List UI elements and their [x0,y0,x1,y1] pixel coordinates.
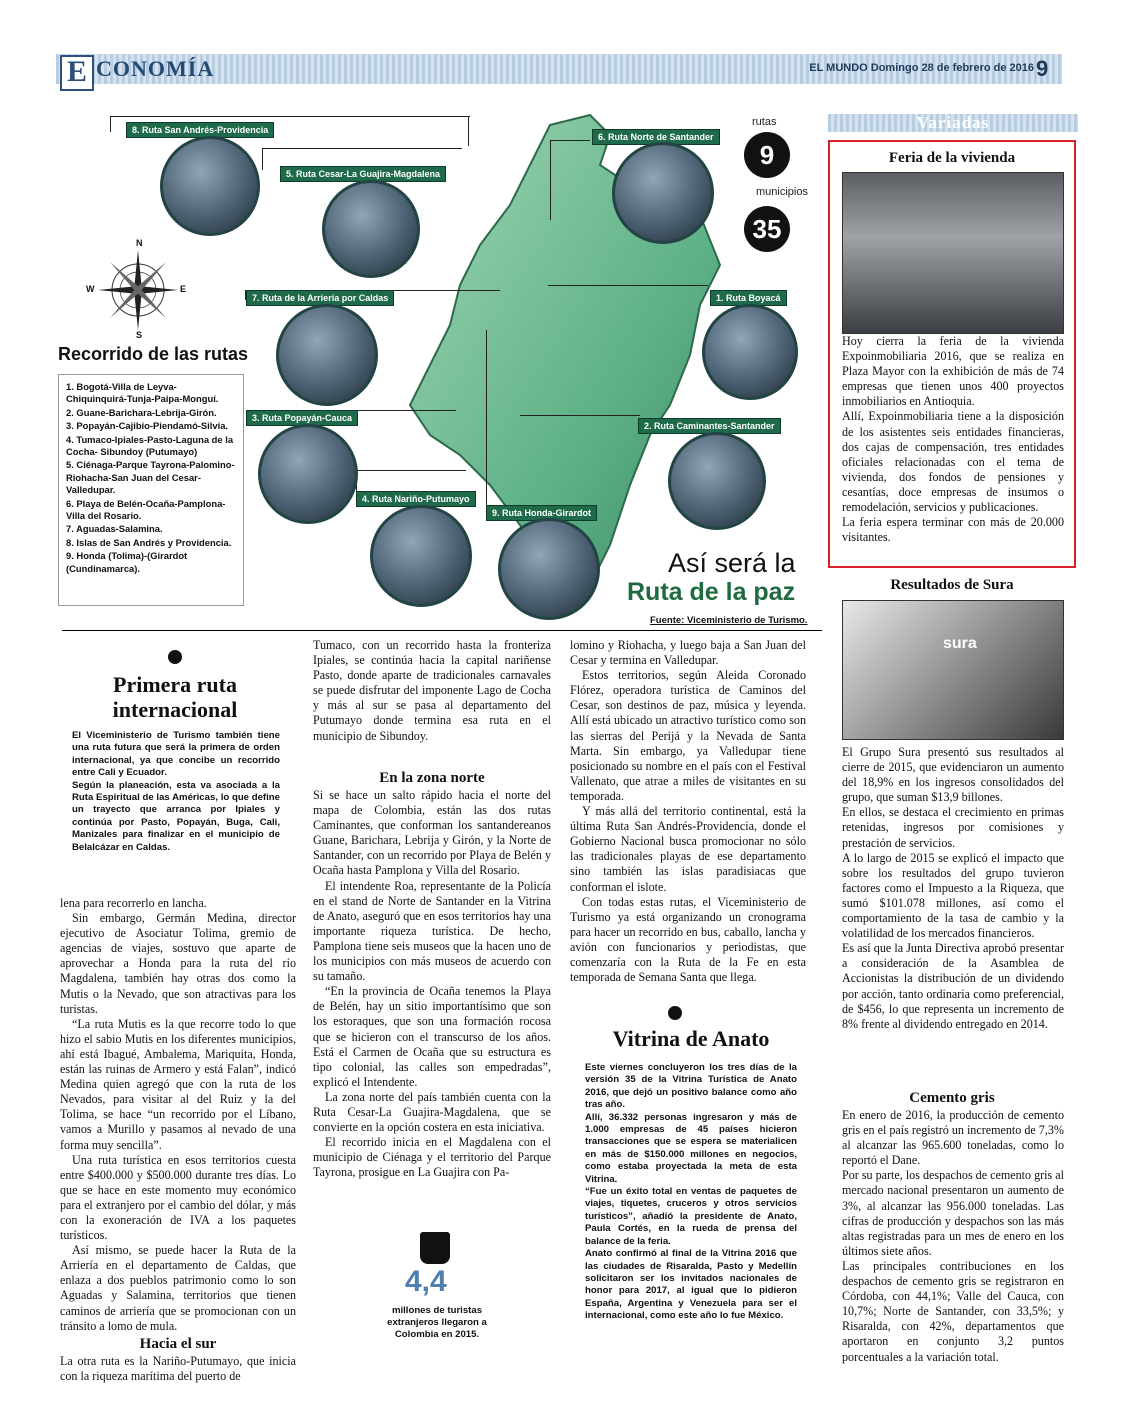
paragraph: “Fue un éxito total en ventas de paquetes de viajes, tiquetes, cruceros y otros servicios turísticos”, añadió la presidente de Anato, Paula Cortés, en la rueda de prensa del balance de la feria. [585,1186,797,1247]
paragraph: Las principales contribuciones en los despachos de cemento gris se registraron en Córdoba, con 44,1%; Valle del Cauca, con 10,7%; Norte de Santander, con 33,5%; y Risaralda, con 42%, departamentos que aportaron en conjunto 3,2 puntos porcentuales a la variación total. [842,1258,1064,1364]
infographic-title-line2: Ruta de la paz [627,578,796,606]
subhead-sur: Hacia el sur [139,1336,217,1352]
route-label-1: 1. Ruta Boyacá [710,290,787,306]
paragraph: lena para recorrerlo en lancha. [60,896,207,910]
paragraph: Sin embargo, Germán Medina, director ejecutivo de Asociatur Tolima, gremio de agencias de viajes, sostuvo que aparte de aprovechar a Honda para la ruta del río Magdalena, también hay otras dos como la Mutis o la Nevado, que son atractivas para los turistas. [60,911,296,1016]
feria-title: Feria de la vivienda [888,150,1016,166]
municipios-count: 35 [744,206,790,252]
paragraph: En enero de 2016, la producción de cemento gris en el país registró un incremento de 7,3% al alcanzar las 965.600 toneladas, como lo reportó el Dane. [842,1108,1064,1168]
headline-line: internacional [112,697,238,722]
sura-photo [842,600,1064,740]
paragraph: “En la provincia de Ocaña tenemos la Playa de Belén, hay un sitio importantísimo que son los estoraques, que son una formación rocosa que se hicieron con el transcurso de los años. Está el Carmen de Ocaña que su estructura es tipo colonial, las calles son empedradas”, explicó el Intendente. [313,984,551,1089]
sur-text [60,1354,296,1384]
paragraph: A lo largo de 2015 se explicó el impacto que sobre los resultados del grupo tuvieron factores como el Impuesto a la Riqueza, que sumó $101.078 millones, así como el comportamiento de la tasa de cambio y la volatilidad de los mercados financieros. [842,850,1064,941]
route-photo-3 [258,424,358,524]
legend-item: 1. Bogotá-Villa de Leyva-Chiquinquirá-Tunja-Paipa-Monguí. [66,381,219,405]
section-initial: E [60,55,94,91]
legend-item: 8. Islas de San Andrés y Providencia. [66,536,232,548]
route-photo-7 [276,304,378,406]
vitrina-body [585,1062,797,1323]
route-label-5: 5. Ruta Cesar-La Guajira-Magdalena [280,166,446,182]
compass-rose-icon [90,242,186,338]
headline-primera [62,672,288,722]
column-3-body [570,638,806,985]
recorrido-title: Recorrido de las rutas [58,344,249,364]
feria-photo [842,172,1064,334]
route-label-9: 9. Ruta Honda-Girardot [486,505,597,521]
route-label-8: 8. Ruta San Andrés-Providencia [126,122,274,138]
route-photo-9 [498,518,600,620]
paragraph: La zona norte del país también cuenta con la Ruta Cesar-La Guajira-Magdalena, que se convierte en la opción costera en esta iniciativa. [313,1089,551,1135]
municipios-label: municipios [756,186,808,198]
route-photo-6 [612,142,714,244]
paragraph: Anato confirmó al final de la Vitrina 2016 que las ciudades de Risaralda, Pasto y Medellín solicitaron ser los invitados nacionales de honor para 2017, al igual que lo pidieron España, Argentina y Venezuela para ser el internacional, como este año lo fue México. [585,1248,797,1322]
route-photo-5 [322,180,420,278]
bullet-icon [668,1006,682,1020]
compass-s: S [136,330,143,340]
legend-item: 2. Guane-Barichara-Lebrija-Girón. [66,406,217,418]
paragraph: Una ruta turística en esos territorios cuesta entre $400.000 y $500.000 durante tres días. Lo que se hace en este momento muy económico para el extranjero por el cambio del dólar, y más con la exoneración de IVA a los paquetes turísticos. [60,1152,296,1243]
paragraph: El intendente Roa, representante de la Policía en el stand de Norte de Santander en la Vitrina de Anato, aseguró que en esos territorios hay una importante riqueza turística. De hecho, Pamplona tiene seis museos que la hacen uno de los municipios con más museos de acuerdo con su tamaño. [313,878,551,984]
paragraph: Con todas estas rutas, el Viceministerio de Turismo ya está organizando un cronograma para hacer un recorrido en bus, caballo, lancha y avión con funcionarios y periodistas, que comenzaría con la Ruta de la Fe en esta temporada de Semana Santa que llega. [570,894,806,985]
legend-item: 6. Playa de Belén-Ocaña-Pamplona-Villa del Rosario. [66,497,226,522]
route-photo-8 [160,136,260,236]
headline-vitrina: Vitrina de Anato [612,1026,770,1051]
divider [62,630,822,631]
route-photo-1 [702,304,798,400]
cemento-title: Cemento gris [909,1090,995,1106]
paragraph: Por su parte, los despachos de cemento gris al mercado nacional presentaron un aumento de 3%, al alcanzar las 956.000 toneladas. Las cifras de producción y despachos son las más altas registradas para un mes de enero en los últimos siete años. [842,1168,1064,1258]
paragraph: Es así que la Junta Directiva aprobó presentar a consideración de la Asamblea de Accionistas la distribución de un dividendo por acción, tanto ordinaria como preferencial, de $456, lo que representa un incremento de 8% frente al dividendo entregado en 2014. [842,941,1064,1031]
compass-w: W [86,284,95,294]
paragraph: Este viernes concluyeron los tres días de la versión 35 de la Vitrina Turística de Anato 2016, que dejó un positivo balance como año tras año. [585,1062,797,1111]
route-label-2: 2. Ruta Caminantes-Santander [638,418,781,434]
bullet-icon [168,650,182,664]
legend-item: 9. Honda (Tolima)-(Girardot (Cundinamarca). [66,550,188,574]
legend-item: 7. Aguadas-Salamina. [66,523,163,535]
route-label-4: 4. Ruta Nariño-Putumayo [356,491,476,507]
route-photo-4 [370,505,472,607]
binder-clip-icon [420,1232,450,1264]
rutas-label: rutas [752,116,777,128]
variadas-header: Variadas [828,114,1078,132]
section-name: CONOMÍA [96,56,215,81]
feria-body [842,334,1064,545]
paragraph: “La ruta Mutis es la que recorre todo lo que hizo el sabio Mutis en los diferentes municipios, ahí está Ibagué, Ambalema, Mariquita, Honda, están las ruinas de Armero y está Falan”, indicó Medina quien agregó que con la ruta de los Nevados, para visitar al del Ruiz y la del Tolima, se hace “un recorrido por el Líbano, vamos a Murillo y pasamos al nevado de una forma muy sencilla”. [60,1016,296,1152]
paragraph: El recorrido inicia en el Magdalena con el municipio de Ciénaga y el territorio del Parque Tayrona, prosigue en La Guajira con Pa- [313,1135,551,1180]
legend-item: 4. Tumaco-Ipiales-Pasto-Laguna de la Cocha- Sibundoy (Putumayo) [66,433,234,458]
paragraph: El Grupo Sura presentó sus resultados al cierre de 2015, que evidenciaron un aumento del 18,9% en los ingresos consolidados del grupo, que suman $13,9 billones. [842,745,1064,805]
paragraph: Allí, 36.332 personas ingresaron y más de 1.000 empresas de 45 países hicieron transacciones que se espera se materialicen en más de $150.000 millones en negocios, como estaba proyectada la meta de esta Vitrina. [585,1111,797,1185]
route-label-3: 3. Ruta Popayán-Cauca [246,410,358,426]
column-2-top [313,638,551,744]
rutas-count: 9 [744,132,790,178]
paragraph: Si se hace un salto rápido hacia el norte del mapa de Colombia, están las dos rutas Caminantes, que conforman los santandereanos Guane, Barichara, Lebrija y Girón, y la Norte de Santander, con un recorrido por Playa de Belén y Ocaña hasta Pamplona y Villa del Rosario. [313,788,551,878]
paragraph: Así mismo, se puede hacer la Ruta de la Arriería en el departamento de Caldas, que enlaza a dos pueblos patrimonio como lo son Aguadas y Salamina, territorios que tienen caminos de arriería que se promocionan con un tránsito a lomo de mula. [60,1243,296,1333]
sura-title: Resultados de Sura [890,577,1014,593]
lead-paragraph: Según la planeación, esta va asociada a la Ruta Espiritual de las Américas, lo que define un trayecto que arranca por Ipiales y continúa por Pasto, Popayán, Buga, Cali, Manizales para finalizar en el municipio de Belalcázar en Caldas. [72,779,280,853]
paragraph: Allí, Expoinmobiliaria tiene a la disposición de los asistentes seis entidades financieras, dos cajas de compensación, tres entidades oficiales relacionadas con el tema de vivienda, dos fondos de pensiones y cesantías, doce empresas de insumos o remodelación, servicios y publicaciones. [842,409,1064,515]
paragraph: Y más allá del territorio continental, está la última Ruta San Andrés-Providencia, donde el Gobierno Nacional busca promocionar no sólo las tradicionales playas de ese departamento sino también las islas paradisiacas que conforman el islote. [570,804,806,894]
column-2-body [313,788,551,1180]
paragraph: Hoy cierra la feria de la vivienda Expoinmobiliaria 2016, que se realiza en Plaza Mayor con la exhibición de más de 74 empresas que tienen unos 400 proyectos inmobiliarios en Antioquia. [842,334,1064,409]
paragraph: Estos territorios, según Aleida Coronado Flórez, operadora turística de Caminos del Cesar, son destinos de paz, música y leyenda. Allí está ubicado un atractivo turístico como son las sierras del Perijá y la Nevada de Santa Marta. Sin embargo, ya Valledupar tiene posicionado su nombre en el país con el Festival Vallenato, que atrae a miles de visitantes en su temporada. [570,668,806,803]
legend-item: 5. Ciénaga-Parque Tayrona-Palomino-Riohacha-San Juan del Cesar-Valledupar. [66,459,235,496]
lead-paragraph: El Viceministerio de Turismo también tiene una ruta futura que será la primera de orden internacional, ya que concibe un recorrido entre Cali y Ecuador. [72,730,280,779]
stat-value: 4,4 [405,1265,447,1298]
column-1-body [60,896,296,1334]
route-legend [58,374,244,606]
cemento-body [842,1108,1064,1365]
sura-body [842,745,1064,1032]
subhead-norte: En la zona norte [379,770,485,786]
paragraph: lomino y Riohacha, y luego baja a San Juan del Cesar y termina en Valledupar. [570,638,806,668]
paragraph: La feria espera terminar con más de 20.000 visitantes. [842,515,1064,545]
issue-line: EL MUNDO Domingo 28 de febrero de 2016 [809,62,1034,74]
paragraph: Tumaco, con un recorrido hasta la fronteriza Ipiales, se continúa hacia la capital nariñense Pasto, donde aparte de tradicionales carnavales se puede disfrutar del imponente Lago de Cocha y más al sur se pasa al departamento del Putumayo donde termina esa ruta en el municipio de Sibundoy. [313,638,551,743]
paragraph: En ellos, se destaca el crecimiento en primas retenidas, ingresos por comisiones y prestación de servicios. [842,805,1064,850]
lead-primera [72,730,280,854]
headline-line: Primera ruta [113,672,237,697]
paragraph: La otra ruta es la Nariño-Putumayo, que inicia con la riqueza marítima del puerto de [60,1354,296,1384]
infographic-title-line1: Así será la [668,548,796,578]
sura-sign: sura [943,635,977,652]
route-photo-2 [668,432,766,530]
compass-n: N [136,238,143,248]
page-number: 9 [1036,56,1049,81]
legend-item: 3. Popayán-Cajibío-Piendamó-Silvia. [66,420,229,432]
infographic-source: Fuente: Viceministerio de Turismo. [650,615,808,626]
stat-caption: millones de turistas extranjeros llegaron a Colombia en 2015. [387,1305,487,1340]
route-label-7: 7. Ruta de la Arriería por Caldas [246,290,394,306]
route-label-6: 6. Ruta Norte de Santander [592,129,720,145]
compass-e: E [180,284,187,294]
